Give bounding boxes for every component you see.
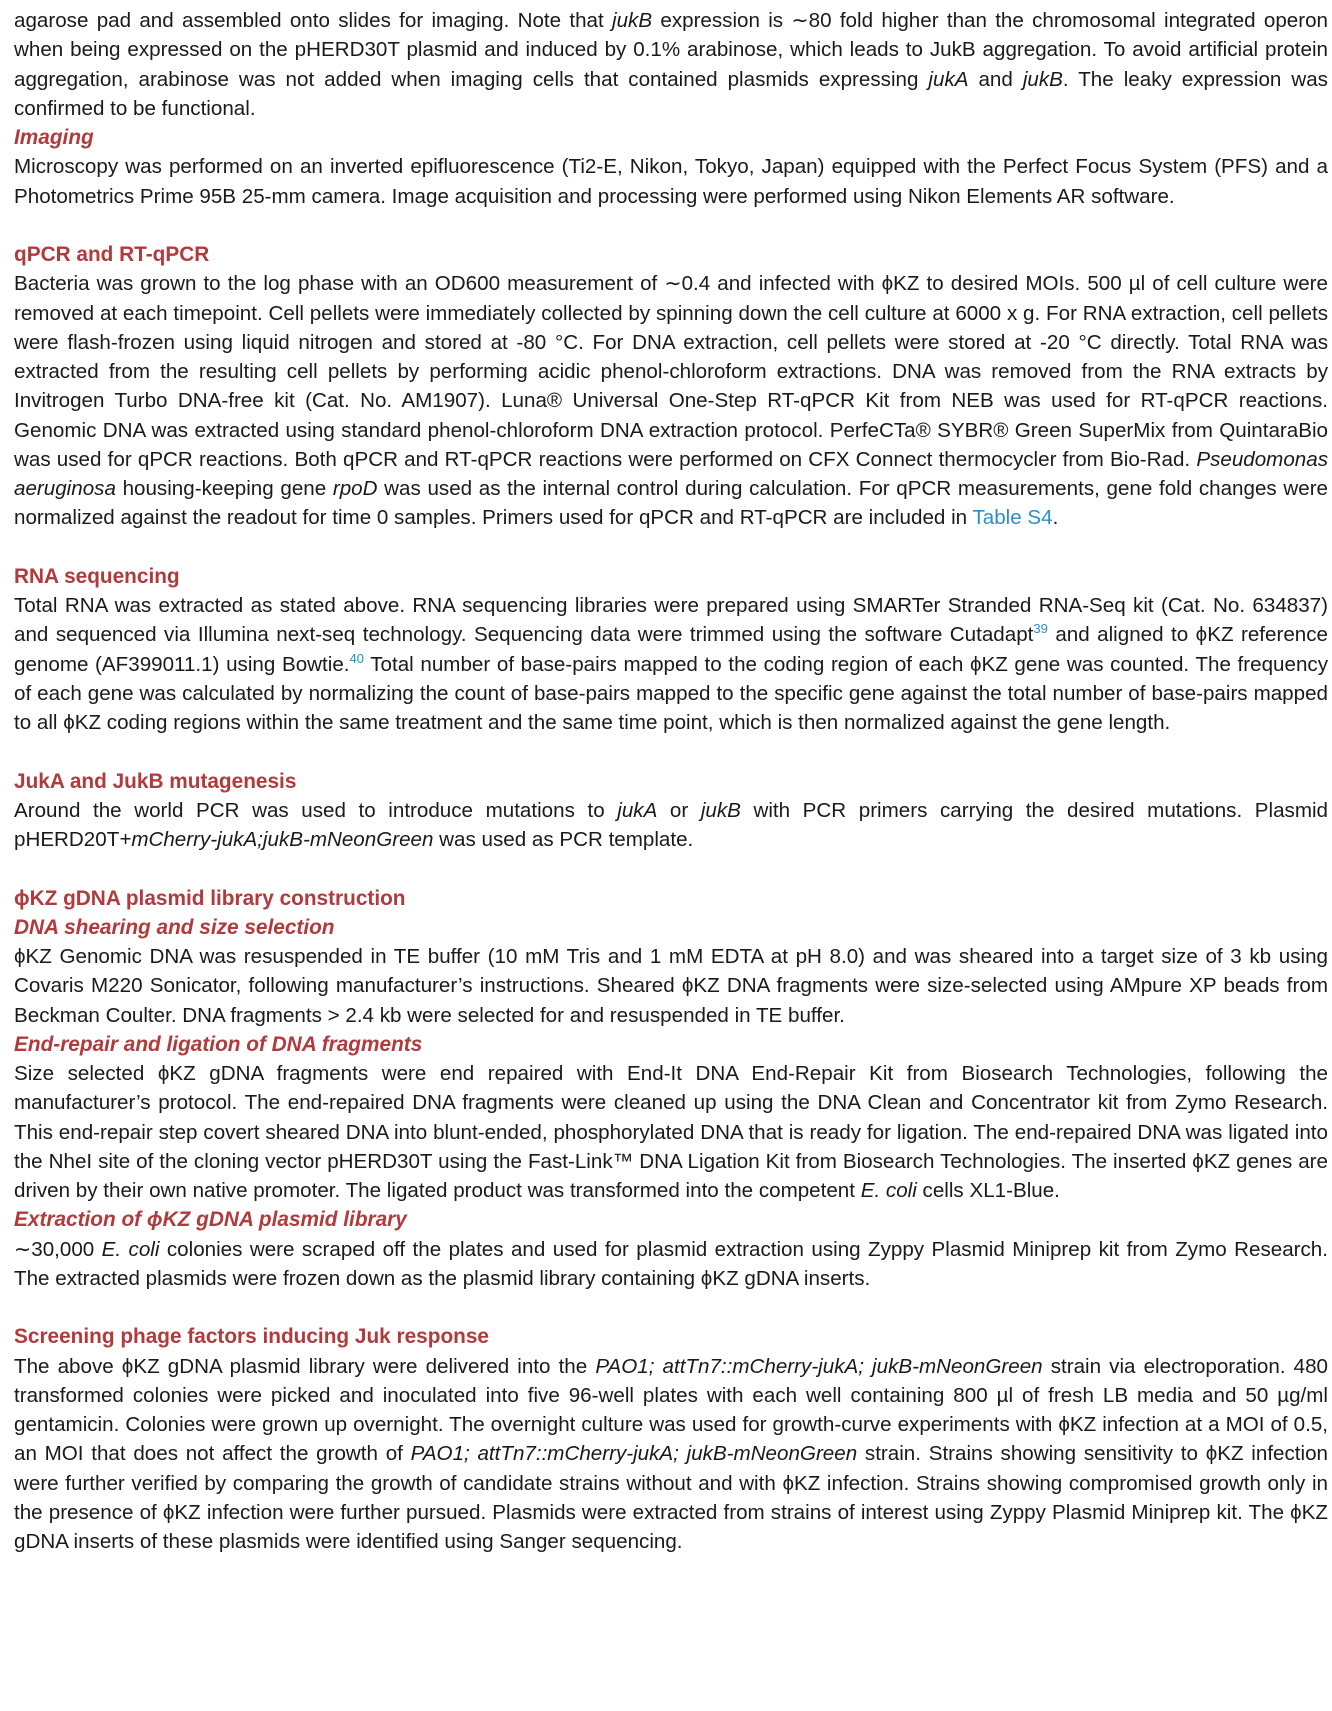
section-gap xyxy=(14,854,1328,883)
rnaseq-paragraph: Total RNA was extracted as stated above. RNA sequencing libraries were prepared using SMARTer Stranded RNA-Seq kit (Cat. No. 634837) and sequenced via Illumina next-seq technology. Sequencing data were trimmed using the software Cutadapt$^{39}$ and aligned to ϕKZ reference genome (AF399011.1) using Bowtie.$^{40}$ Total number of base-pairs mapped to the coding region of each ϕKZ gene was counted. The frequency of each gene was calculated by normalizing the count of base-pairs mapped to the specific gene against the total number of base-pairs mapped to all ϕKZ coding regions within the same treatment and the same time point, which is then normalized against the gene length. xyxy=(14,594,1328,734)
imaging-paragraph: Microscopy was performed on an inverted epifluorescence (Ti2-E, Nikon, Tokyo, Japan) equipped with the Perfect Focus System (PFS) and a Photometrics Prime 95B 25-mm camera. Image acquisition and processing were performed using Nikon Elements AR software. xyxy=(14,155,1328,208)
qpcr-paragraph: Bacteria was grown to the log phase with an OD600 measurement of ∼0.4 and infected with ϕKZ to desired MOIs. 500 µl of cell culture were removed at each timepoint. Cell pellets were immediately collected by spinning down the cell culture at 6000 x g. For RNA extraction, cell pellets were flash-frozen using liquid nitrogen and stored at -80 °C. For DNA extraction, cell pellets were stored at -20 °C directly. Total RNA was extracted from the resulting cell pellets by performing acidic phenol-chloroform extractions. DNA was removed from the RNA extracts by Invitrogen Turbo DNA-free kit (Cat. No. AM1907). Luna® Universal One-Step RT-qPCR Kit from NEB was used for RT-qPCR reactions. Genomic DNA was extracted using standard phenol-chloroform DNA extraction protocol. PerfeCTa® SYBR® Green SuperMix from QuintaraBio was used for qPCR reactions. Both qPCR and RT-qPCR reactions were performed on CFX Connect thermocycler from Bio-Rad. Pseudomonas aeruginosa housing-keeping gene rpoD was used as the internal control during calculation. For qPCR measurements, gene fold changes were normalized against the readout for time 0 samples. Primers used for qPCR and RT-qPCR are included in Table S4. xyxy=(14,272,1328,530)
mutagenesis-paragraph: Around the world PCR was used to introduce mutations to jukA or jukB with PCR primers carrying the desired mutations. Plasmid pHERD20T+mCherry-jukA;jukB-mNeonGreen was used as PCR template. xyxy=(14,798,1328,851)
imaging-heading: Imaging xyxy=(14,126,94,149)
dna-shearing-paragraph: ϕKZ Genomic DNA was resuspended in TE buffer (10 mM Tris and 1 mM EDTA at pH 8.0) and was sheared into a target size of 3 kb using Covaris M220 Sonicator, following manufacturer’s instructions. Sheared ϕKZ DNA fragments were size-selected using AMpure XP beads from Beckman Coulter. DNA fragments > 2.4 kb were selected for and resuspended in TE buffer. xyxy=(14,945,1328,1027)
screening-paragraph: The above ϕKZ gDNA plasmid library were delivered into the PAO1; attTn7::mCherry-jukA; jukB-mNeonGreen strain via electroporation. 480 transformed colonies were picked and inoculated into five 96-well plates with each well containing 800 µl of fresh LB media and 50 µg/ml gentamicin. Colonies were grown up overnight. The overnight culture was used for growth-curve experiments with ϕKZ infection at a MOI of 0.5, an MOI that does not affect the growth of PAO1; attTn7::mCherry-jukA; jukB-mNeonGreen strain. Strains showing sensitivity to ϕKZ infection were further verified by comparing the growth of candidate strains without and with ϕKZ infection. Strains showing compromised growth only in the presence of ϕKZ infection were further pursued. Plasmids were extracted from strains of interest using Zyppy Plasmid Miniprep kit. The ϕKZ gDNA inserts of these plasmids were identified using Sanger sequencing. xyxy=(14,1354,1329,1553)
end-repair-paragraph: Size selected ϕKZ gDNA fragments were end repaired with End-It DNA End-Repair Kit from Biosearch Technologies, following the manufacturer’s protocol. The end-repaired DNA fragments were cleaned up using the DNA Clean and Concentrator kit from Zymo Research. This end-repair step covert sheared DNA into blunt-ended, phosphorylated DNA that is ready for ligation. The end-repaired DNA was ligated into the NheI site of the cloning vector pHERD30T using the Fast-Link™ DNA Ligation Kit from Biosearch Technologies. The inserted ϕKZ genes are driven by their own native promoter. The ligated product was transformed into the competent E. coli cells XL1-Blue. xyxy=(14,1062,1328,1202)
table-s4-link[interactable]: Table S4 xyxy=(972,506,1053,530)
end-repair-subheading: End-repair and ligation of DNA fragments xyxy=(14,1032,423,1056)
section-gap xyxy=(14,1293,1328,1322)
extraction-subheading: Extraction of ϕKZ gDNA plasmid library xyxy=(14,1208,407,1232)
mutagenesis-heading: JukA and JukB mutagenesis xyxy=(14,769,297,793)
citation-40[interactable]: 40 xyxy=(349,650,364,666)
section-gap xyxy=(14,211,1328,240)
dna-shearing-subheading: DNA shearing and size selection xyxy=(14,915,335,939)
extraction-paragraph: ∼30,000 E. coli colonies were scraped off the plates and used for plasmid extraction using Zyppy Plasmid Miniprep kit from Zymo Research. The extracted plasmids were frozen down as the plasmid library containing ϕKZ gDNA inserts. xyxy=(14,1237,1328,1290)
library-heading: ϕKZ gDNA plasmid library construction xyxy=(14,886,406,910)
rnaseq-heading: RNA sequencing xyxy=(14,564,180,588)
screening-heading: Screening phage factors inducing Juk response xyxy=(14,1325,489,1349)
section-gap xyxy=(14,737,1328,766)
intro-paragraph: agarose pad and assembled onto slides for imaging. Note that jukB expression is ∼80 fold higher than the chromosomal integrated operon when being expressed on the pHERD30T plasmid and induced by 0.1% arabinose, which leads to JukB aggregation. To avoid artificial protein aggregation, arabinose was not added when imaging cells that contained plasmids expressing jukA and jukB. The leaky expression was confirmed to be functional. xyxy=(14,9,1329,120)
document-page xyxy=(14,6,1328,1556)
citation-39[interactable]: 39 xyxy=(1033,621,1048,637)
qpcr-heading: qPCR and RT-qPCR xyxy=(14,243,210,266)
section-gap xyxy=(14,533,1328,562)
